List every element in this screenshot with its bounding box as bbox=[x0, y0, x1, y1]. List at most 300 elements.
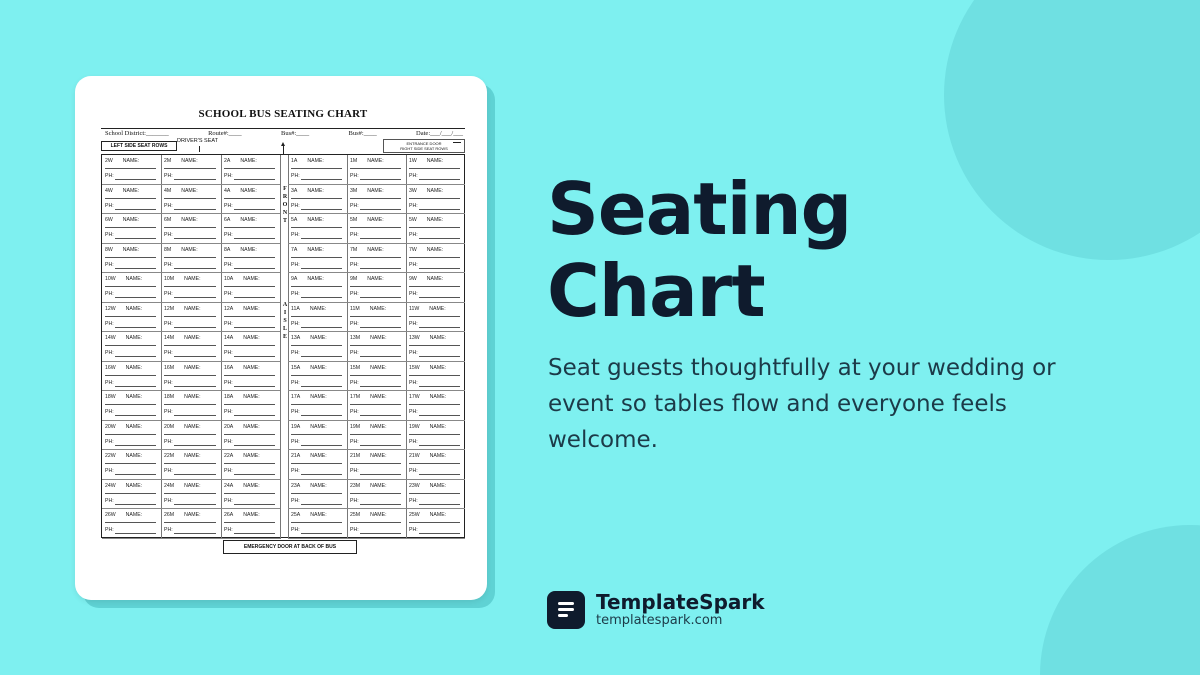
name-label: NAME: bbox=[122, 246, 140, 253]
name-line bbox=[291, 257, 342, 258]
seat-cell bbox=[221, 332, 280, 362]
phone-line bbox=[360, 356, 401, 357]
seat-id: 26W bbox=[105, 512, 116, 519]
phone-label: PH: bbox=[291, 291, 300, 298]
seat-id: 2W bbox=[105, 158, 113, 164]
seat-id-row bbox=[350, 394, 387, 400]
aisle-label bbox=[281, 301, 289, 341]
seat-id-row bbox=[105, 217, 139, 223]
name-line bbox=[224, 522, 275, 523]
seat-id: 22W bbox=[105, 453, 116, 460]
brand-text bbox=[596, 591, 765, 629]
brand-lockup[interactable] bbox=[547, 591, 765, 629]
phone-line bbox=[115, 474, 156, 475]
seat-id-row bbox=[224, 483, 260, 489]
seat-id: 8A bbox=[224, 246, 231, 253]
name-label: NAME: bbox=[367, 158, 384, 164]
seat-cell bbox=[221, 214, 280, 244]
name-label: NAME: bbox=[125, 276, 143, 283]
name-label: NAME: bbox=[240, 158, 257, 164]
name-label: NAME: bbox=[310, 423, 327, 430]
name-label: NAME: bbox=[243, 482, 260, 489]
seat-id-row bbox=[409, 276, 443, 282]
name-line bbox=[291, 286, 342, 287]
name-line bbox=[105, 227, 156, 228]
seat-id: 16M bbox=[164, 364, 175, 371]
phone-label: PH: bbox=[291, 261, 300, 268]
seat-id-row bbox=[105, 365, 142, 371]
seat-cell bbox=[221, 244, 280, 274]
seat-id-row bbox=[291, 424, 327, 430]
phone-line bbox=[174, 533, 216, 534]
name-label: NAME: bbox=[310, 453, 327, 460]
name-label: NAME: bbox=[370, 482, 387, 489]
seat-id: 23W bbox=[409, 482, 420, 489]
phone-line bbox=[360, 445, 401, 446]
seat-id: 22M bbox=[164, 453, 175, 460]
phone-label: PH: bbox=[350, 261, 359, 268]
headline-line2: Chart bbox=[547, 249, 765, 333]
aisle-label-letter: E bbox=[282, 334, 287, 340]
name-label: NAME: bbox=[307, 246, 324, 253]
entrance-label-line2: RIGHT SIDE SEAT ROWS bbox=[400, 146, 448, 151]
name-line bbox=[164, 434, 216, 435]
phone-line bbox=[174, 504, 216, 505]
phone-label: PH: bbox=[350, 379, 359, 386]
phone-line bbox=[234, 297, 275, 298]
name-line bbox=[164, 168, 216, 169]
seat-id: 15M bbox=[350, 364, 361, 371]
entrance-label-line1: ENTRANCE DOOR bbox=[406, 141, 442, 146]
name-label: NAME: bbox=[310, 482, 327, 489]
phone-label: PH: bbox=[350, 202, 359, 209]
seat-id-row bbox=[291, 306, 326, 312]
phone-label: PH: bbox=[291, 409, 300, 416]
phone-label: PH: bbox=[350, 527, 359, 534]
seat-cell bbox=[347, 273, 406, 303]
phone-label: PH: bbox=[224, 232, 233, 239]
phone-line bbox=[301, 209, 342, 210]
name-line bbox=[350, 286, 401, 287]
name-line bbox=[409, 434, 460, 435]
phone-label: PH: bbox=[409, 320, 418, 327]
phone-label: PH: bbox=[224, 202, 233, 209]
name-line bbox=[350, 198, 401, 199]
phone-label: PH: bbox=[350, 232, 359, 239]
seat-id: 11W bbox=[409, 305, 420, 312]
seat-id: 21M bbox=[350, 453, 361, 460]
seat-cell bbox=[221, 273, 280, 303]
name-line bbox=[105, 375, 156, 376]
name-label: NAME: bbox=[243, 453, 260, 460]
arrow-up-icon bbox=[283, 144, 284, 154]
seat-cell bbox=[347, 244, 406, 274]
phone-label: PH: bbox=[164, 438, 173, 445]
seat-id-row bbox=[291, 158, 324, 164]
seat-id-row bbox=[350, 158, 384, 164]
phone-label: PH: bbox=[164, 291, 173, 298]
name-line bbox=[224, 286, 275, 287]
name-label: NAME: bbox=[367, 246, 384, 253]
seat-id-row bbox=[350, 453, 387, 459]
phone-line bbox=[234, 415, 275, 416]
seat-id: 7M bbox=[350, 246, 358, 253]
seat-cell bbox=[102, 332, 161, 362]
phone-label: PH: bbox=[224, 320, 233, 327]
phone-line bbox=[115, 356, 156, 357]
name-line bbox=[224, 404, 275, 405]
name-label: NAME: bbox=[184, 276, 201, 283]
seat-id: 10A bbox=[224, 276, 234, 283]
phone-line bbox=[115, 238, 156, 239]
phone-line bbox=[301, 504, 342, 505]
seat-cell bbox=[288, 480, 347, 510]
seat-id: 18A bbox=[224, 394, 234, 401]
phone-label: PH: bbox=[164, 379, 173, 386]
brand-url[interactable]: templatespark.com bbox=[596, 613, 723, 628]
name-label: NAME: bbox=[426, 246, 444, 253]
seat-id-row bbox=[350, 217, 384, 223]
seat-cell bbox=[406, 332, 465, 362]
front-label bbox=[281, 185, 289, 225]
seat-cell bbox=[406, 391, 465, 421]
seat-id-row bbox=[409, 335, 446, 341]
phone-label: PH: bbox=[105, 468, 114, 475]
phone-line bbox=[301, 238, 342, 239]
phone-label: PH: bbox=[105, 350, 114, 357]
name-label: NAME: bbox=[426, 158, 444, 164]
name-label: NAME: bbox=[243, 276, 260, 283]
name-line bbox=[350, 463, 401, 464]
name-label: NAME: bbox=[125, 305, 143, 312]
phone-line bbox=[419, 504, 460, 505]
name-line bbox=[409, 227, 460, 228]
phone-line bbox=[234, 268, 275, 269]
name-label: NAME: bbox=[310, 512, 327, 519]
seat-cell bbox=[406, 421, 465, 451]
name-line bbox=[224, 227, 275, 228]
name-line bbox=[350, 316, 401, 317]
phone-line bbox=[174, 268, 216, 269]
name-line bbox=[409, 375, 460, 376]
phone-line bbox=[115, 297, 156, 298]
seat-id-row bbox=[105, 276, 142, 282]
field-route: Route#:____ bbox=[208, 130, 242, 137]
seat-cell bbox=[288, 303, 347, 333]
seat-id-row bbox=[291, 453, 327, 459]
phone-label: PH: bbox=[164, 409, 173, 416]
seat-id: 12W bbox=[105, 305, 116, 312]
seat-cell bbox=[221, 185, 280, 215]
name-label: NAME: bbox=[184, 453, 201, 460]
front-label-letter: F bbox=[283, 186, 287, 192]
seat-id-row bbox=[350, 247, 384, 253]
seat-id-row bbox=[164, 188, 198, 194]
name-label: NAME: bbox=[125, 453, 143, 460]
name-label: NAME: bbox=[184, 364, 201, 371]
name-line bbox=[291, 522, 342, 523]
seat-id-row bbox=[350, 335, 387, 341]
seat-cell bbox=[161, 214, 221, 244]
phone-line bbox=[360, 504, 401, 505]
seat-id: 25W bbox=[409, 512, 420, 519]
name-label: NAME: bbox=[184, 423, 201, 430]
seat-id: 10M bbox=[164, 276, 175, 283]
name-label: NAME: bbox=[243, 423, 260, 430]
name-line bbox=[409, 286, 460, 287]
seat-id: 25M bbox=[350, 512, 361, 519]
phone-label: PH: bbox=[105, 497, 114, 504]
seat-cell bbox=[288, 214, 347, 244]
seat-id-row bbox=[224, 453, 260, 459]
seat-cell bbox=[161, 391, 221, 421]
seat-id: 1A bbox=[291, 158, 298, 164]
seat-cell bbox=[288, 509, 347, 539]
seat-id: 16W bbox=[105, 364, 116, 371]
title-rule bbox=[101, 128, 465, 129]
phone-label: PH: bbox=[105, 409, 114, 416]
phone-label: PH: bbox=[291, 379, 300, 386]
name-label: NAME: bbox=[184, 335, 201, 342]
seat-cell bbox=[288, 450, 347, 480]
phone-label: PH: bbox=[350, 468, 359, 475]
name-line bbox=[164, 198, 216, 199]
name-label: NAME: bbox=[181, 246, 198, 253]
name-line bbox=[224, 257, 275, 258]
phone-line bbox=[419, 268, 460, 269]
seat-id: 17M bbox=[350, 394, 361, 401]
seat-id: 20M bbox=[164, 423, 175, 430]
seat-id: 26A bbox=[224, 512, 234, 519]
seat-id: 1M bbox=[350, 158, 358, 164]
seat-cell bbox=[161, 244, 221, 274]
seat-id-row bbox=[105, 306, 142, 312]
seat-id: 5A bbox=[291, 217, 298, 224]
seat-cell bbox=[161, 303, 221, 333]
headline bbox=[547, 168, 851, 332]
phone-label: PH: bbox=[224, 350, 233, 357]
seat-cell bbox=[288, 332, 347, 362]
phone-label: PH: bbox=[224, 261, 233, 268]
phone-line bbox=[301, 474, 342, 475]
phone-line bbox=[174, 327, 216, 328]
seat-id-row bbox=[409, 188, 443, 194]
seat-cell bbox=[347, 421, 406, 451]
seat-id-row bbox=[224, 306, 260, 312]
seat-cell bbox=[161, 155, 221, 185]
phone-line bbox=[360, 179, 401, 180]
seat-id: 1W bbox=[409, 158, 417, 164]
seat-id-row bbox=[224, 217, 257, 223]
seat-cell bbox=[288, 362, 347, 392]
seat-cell bbox=[406, 450, 465, 480]
name-label: NAME: bbox=[181, 217, 198, 224]
seat-id-row bbox=[350, 483, 387, 489]
phone-line bbox=[419, 356, 460, 357]
name-line bbox=[409, 168, 460, 169]
seat-id: 13M bbox=[350, 335, 361, 342]
seat-id-row bbox=[164, 365, 201, 371]
phone-line bbox=[234, 238, 275, 239]
name-label: NAME: bbox=[370, 335, 387, 342]
seat-cell bbox=[221, 362, 280, 392]
seat-id-row bbox=[409, 512, 446, 518]
phone-line bbox=[360, 268, 401, 269]
seat-id-row bbox=[164, 512, 201, 518]
seat-cell bbox=[347, 391, 406, 421]
seat-id: 2M bbox=[164, 158, 172, 164]
name-line bbox=[105, 463, 156, 464]
phone-line bbox=[301, 445, 342, 446]
driver-seat-marker bbox=[199, 146, 200, 152]
document-title: SCHOOL BUS SEATING CHART bbox=[198, 108, 368, 120]
seat-id: 18W bbox=[105, 394, 116, 401]
phone-label: PH: bbox=[105, 261, 114, 268]
seat-id: 5W bbox=[409, 217, 417, 224]
seat-id-row bbox=[224, 158, 257, 164]
seat-cell bbox=[406, 185, 465, 215]
name-label: NAME: bbox=[181, 187, 198, 194]
seat-cell bbox=[102, 155, 161, 185]
seat-id: 24M bbox=[164, 482, 175, 489]
phone-line bbox=[419, 209, 460, 210]
seat-cell bbox=[221, 303, 280, 333]
phone-label: PH: bbox=[350, 438, 359, 445]
phone-label: PH: bbox=[409, 350, 418, 357]
name-label: NAME: bbox=[426, 276, 444, 283]
seat-id: 14W bbox=[105, 335, 116, 342]
name-line bbox=[291, 198, 342, 199]
seat-cell bbox=[102, 450, 161, 480]
seat-id-row bbox=[105, 453, 142, 459]
seat-cell bbox=[288, 391, 347, 421]
name-label: NAME: bbox=[310, 364, 327, 371]
field-date: Date:___/___/___ bbox=[416, 130, 463, 137]
aisle-label-letter: L bbox=[282, 326, 287, 332]
name-line bbox=[105, 286, 156, 287]
name-line bbox=[164, 316, 216, 317]
seat-cell bbox=[347, 480, 406, 510]
decorative-circle-top bbox=[944, 0, 1200, 260]
phone-label: PH: bbox=[164, 173, 173, 179]
seat-id-row bbox=[291, 335, 327, 341]
phone-line bbox=[360, 474, 401, 475]
name-label: NAME: bbox=[184, 305, 201, 312]
seat-id-row bbox=[291, 217, 324, 223]
name-line bbox=[409, 198, 460, 199]
phone-line bbox=[174, 445, 216, 446]
seat-id: 15W bbox=[409, 364, 420, 371]
phone-label: PH: bbox=[350, 409, 359, 416]
phone-line bbox=[301, 268, 342, 269]
seat-id-row bbox=[350, 365, 387, 371]
seat-cell bbox=[347, 332, 406, 362]
seat-id-row bbox=[224, 365, 260, 371]
phone-line bbox=[115, 386, 156, 387]
name-line bbox=[350, 522, 401, 523]
name-line bbox=[409, 522, 460, 523]
name-label: NAME: bbox=[426, 217, 444, 224]
phone-line bbox=[174, 179, 216, 180]
phone-line bbox=[234, 445, 275, 446]
seat-id: 24A bbox=[224, 482, 234, 489]
field-school-district: School District:_______ bbox=[105, 130, 169, 137]
name-line bbox=[291, 316, 342, 317]
seat-id-row bbox=[350, 512, 387, 518]
field-bus-number: Bus#:____ bbox=[281, 130, 310, 137]
name-line bbox=[350, 434, 401, 435]
seat-id: 23M bbox=[350, 482, 361, 489]
seat-id-row bbox=[164, 483, 201, 489]
seat-id-row bbox=[105, 247, 139, 253]
phone-label: PH: bbox=[350, 350, 359, 357]
phone-label: PH: bbox=[224, 527, 233, 534]
name-line bbox=[105, 493, 156, 494]
seat-cell bbox=[221, 509, 280, 539]
seat-id-row bbox=[224, 276, 260, 282]
phone-line bbox=[360, 415, 401, 416]
phone-label: PH: bbox=[409, 232, 418, 239]
seat-id: 24W bbox=[105, 482, 116, 489]
phone-line bbox=[419, 327, 460, 328]
seat-id: 5M bbox=[350, 217, 358, 224]
name-label: NAME: bbox=[429, 482, 447, 489]
front-label-letter: R bbox=[282, 194, 288, 200]
seat-cell bbox=[347, 303, 406, 333]
seat-id: 11M bbox=[350, 305, 360, 312]
name-line bbox=[291, 404, 342, 405]
seat-id-row bbox=[105, 158, 139, 164]
seat-cell bbox=[102, 214, 161, 244]
seat-id: 6M bbox=[164, 217, 172, 224]
seat-cell bbox=[161, 185, 221, 215]
phone-line bbox=[419, 179, 460, 180]
name-line bbox=[409, 404, 460, 405]
phone-line bbox=[174, 209, 216, 210]
phone-label: PH: bbox=[350, 497, 359, 504]
seat-id-row bbox=[164, 158, 198, 164]
phone-line bbox=[234, 179, 275, 180]
phone-line bbox=[301, 356, 342, 357]
seat-cell bbox=[288, 185, 347, 215]
seat-id-row bbox=[409, 394, 446, 400]
name-label: NAME: bbox=[125, 482, 143, 489]
phone-label: PH: bbox=[409, 438, 418, 445]
phone-label: PH: bbox=[291, 497, 300, 504]
seat-id-row bbox=[224, 512, 260, 518]
seat-cell bbox=[406, 362, 465, 392]
brand-name: TemplateSpark bbox=[596, 590, 765, 614]
name-line bbox=[409, 493, 460, 494]
phone-label: PH: bbox=[409, 261, 418, 268]
seat-cell bbox=[406, 303, 465, 333]
phone-line bbox=[301, 415, 342, 416]
phone-line bbox=[301, 327, 342, 328]
name-line bbox=[164, 286, 216, 287]
seat-cell bbox=[347, 155, 406, 185]
name-label: NAME: bbox=[181, 158, 198, 164]
phone-label: PH: bbox=[105, 320, 114, 327]
phone-label: PH: bbox=[291, 320, 300, 327]
seat-id-row bbox=[164, 247, 198, 253]
phone-label: PH: bbox=[409, 379, 418, 386]
seat-id: 11A bbox=[291, 305, 300, 312]
name-line bbox=[105, 316, 156, 317]
name-label: NAME: bbox=[125, 335, 143, 342]
name-line bbox=[224, 493, 275, 494]
seat-id: 3A bbox=[291, 187, 298, 194]
seat-id: 22A bbox=[224, 453, 234, 460]
